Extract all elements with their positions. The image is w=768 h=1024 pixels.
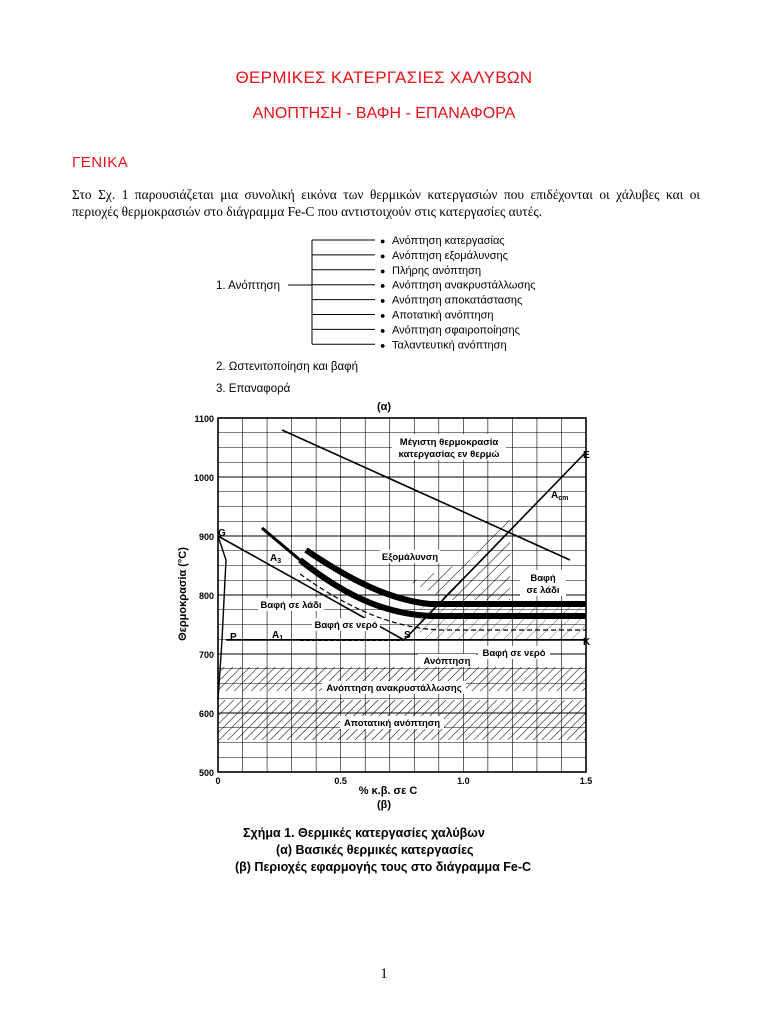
annealing-type-7: Ανόπτηση σφαιροποίησης <box>392 324 520 337</box>
caption-line-3: (β) Περιοχές εφαρμογής τους στο διάγραμμα Fe-C <box>235 860 532 874</box>
annealing-branches <box>312 235 536 351</box>
item-quenching: 2. Ωστενιτοποίηση και βαφή <box>216 361 358 373</box>
point-k: K <box>583 637 591 648</box>
branch-bullet: ● <box>380 265 386 276</box>
branch-bullet: ● <box>380 236 386 246</box>
branch-bullet: ● <box>380 340 386 351</box>
annotation-annealing: Ανόπτηση <box>423 656 471 667</box>
annealing-type-3: Πλήρης ανόπτηση <box>392 264 482 277</box>
branch-bullet: ● <box>380 295 386 306</box>
annotation-normalizing: Εξομάλυνση <box>381 552 439 563</box>
annotation-oil-right-2: σε λάδι <box>526 585 560 596</box>
annotation-recrystallization: Ανόπτηση ανακρυστάλλωσης <box>326 683 462 694</box>
x-tick-label: 1.5 <box>579 776 593 786</box>
figure-a-label: (α) <box>376 401 392 413</box>
figure-b-label: (β) <box>376 799 392 811</box>
x-tick-label: 0 <box>215 776 221 786</box>
annotation-oil-left: Βαφή σε λάδι <box>260 600 322 611</box>
branch-bullet: ● <box>380 250 386 261</box>
y-axis-label: Θερμοκρασία (°C) <box>177 547 189 641</box>
item-annealing: 1. Ανόπτηση <box>216 280 280 292</box>
x-axis-label: % κ.β. σε C <box>358 785 418 797</box>
caption-line-2: (α) Βασικές θερμικές κατεργασίες <box>276 843 474 857</box>
document-subtitle: ΑΝΟΠΤΗΣΗ - ΒΑΦΗ - ΕΠΑΝΑΦΟΡΑ <box>252 105 516 122</box>
point-s: S <box>404 630 411 641</box>
annealing-type-1: Ανόπτηση κατεργασίας <box>392 235 505 247</box>
document-title: ΘΕΡΜΙΚΕΣ ΚΑΤΕΡΓΑΣΙΕΣ ΧΑΛΥΒΩΝ <box>235 68 533 87</box>
annotation-stress-relief: Αποτατική ανόπτηση <box>343 718 441 729</box>
item-tempering: 3. Επαναφορά <box>216 383 291 395</box>
region-annealing <box>420 606 586 640</box>
section-heading: ΓΕΝΙΚΑ <box>72 154 129 171</box>
band-quench-start <box>262 528 300 560</box>
page-number: 1 <box>380 966 388 982</box>
branch-bullet: ● <box>380 310 386 321</box>
label-acm: $A_{cm}$ <box>551 490 569 502</box>
annotation-water-left: Βαφή σε νερό <box>314 620 378 631</box>
branch-bullet: ● <box>380 325 386 336</box>
y-tick-label: 1100 <box>194 414 214 424</box>
annealing-type-2: Ανόπτηση εξομάλυνσης <box>392 249 508 262</box>
intro-paragraph: Στο Σχ. 1 παρουσιάζεται μια συνολική εικόνα των θερμικών κατεργασιών που επιδέχονται οι χάλυβες και οι περιοχές θερμοκρασιών στο διάγραμμα Fe-C που αντιστοιχούν στις κατεργασίες αυτές. <box>72 187 700 219</box>
annealing-type-4: Ανόπτηση ανακρυστάλλωσης <box>392 279 536 292</box>
figure-a <box>216 235 536 413</box>
y-tick-label: 800 <box>198 591 214 601</box>
y-tick-labels <box>194 414 214 778</box>
label-a3: $A_3$ <box>270 553 282 565</box>
y-tick-label: 600 <box>198 709 214 719</box>
figure-b <box>177 414 592 811</box>
point-g: G <box>218 528 226 539</box>
annotation-max-temp-1: Μέγιστη θερμοκρασία <box>399 437 499 448</box>
y-tick-label: 500 <box>198 768 214 778</box>
y-tick-label: 1000 <box>193 473 214 483</box>
y-tick-label: 700 <box>198 650 214 660</box>
annealing-type-8: Ταλαντευτική ανόπτηση <box>392 339 507 352</box>
point-e: E <box>583 450 590 461</box>
annotation-water-right: Βαφή σε νερό <box>482 648 546 659</box>
annotation-oil-right-1: Βαφή <box>530 573 556 584</box>
x-tick-label: 0.5 <box>334 776 347 786</box>
annotation-max-temp-2: κατεργασίας εν θερμώ <box>398 449 500 460</box>
caption-line-1: Σχήμα 1. Θερμικές κατεργασίες χαλύβων <box>243 826 485 840</box>
x-tick-label: 1.0 <box>457 776 470 786</box>
y-tick-label: 900 <box>198 532 214 542</box>
annealing-type-5: Ανόπτηση αποκατάστασης <box>392 294 523 307</box>
annealing-type-6: Αποτατική ανόπτηση <box>392 309 494 322</box>
point-p: P <box>230 632 237 643</box>
branch-bullet: ● <box>380 280 386 291</box>
label-a1: $A_1$ <box>272 630 284 642</box>
